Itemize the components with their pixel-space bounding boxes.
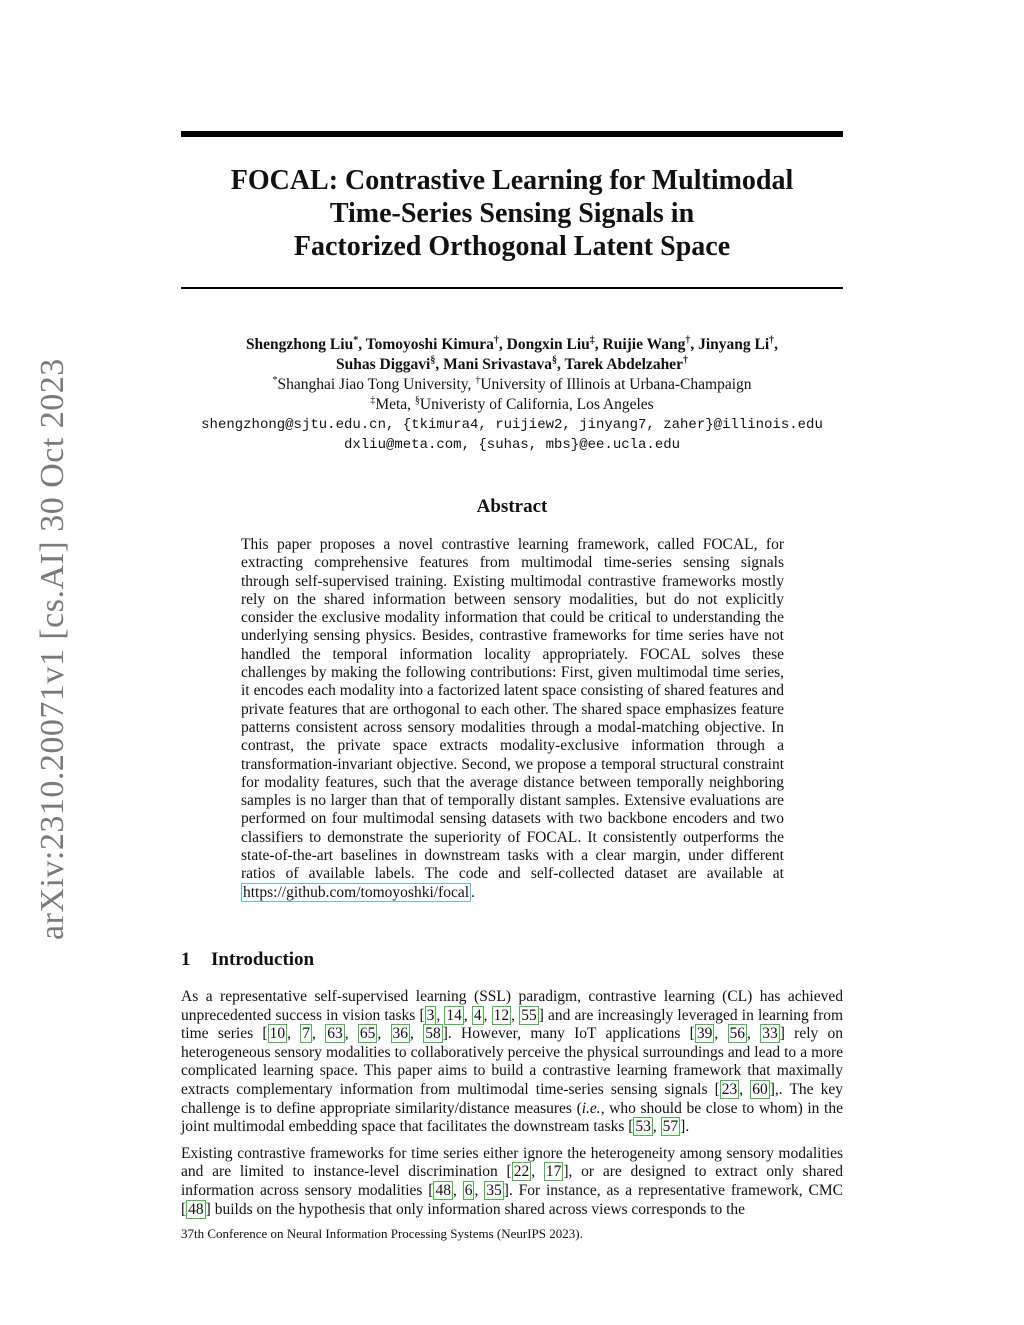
affiliation-mark: § xyxy=(414,394,420,406)
body-text: ], or are designed to extract only shared information across sensory modalities [ xyxy=(181,1163,843,1199)
affiliation-mark: ‡ xyxy=(589,334,595,346)
body-text: ] and are increasingly leveraged in learning from time series [ xyxy=(181,1006,844,1043)
citation-link[interactable]: 17 xyxy=(545,1163,562,1181)
author-name: Dongxin Liu xyxy=(506,336,590,353)
citation-link[interactable]: 55 xyxy=(521,1006,537,1024)
citation-group: 39 , 56 , 33 xyxy=(696,1025,778,1043)
citation-group: 23 , 60 xyxy=(721,1080,768,1098)
email-line-1: shengzhong@sjtu.edu.cn, {tkimura4, ruijiew2, jinyang7, zaher}@illinois.edu xyxy=(201,417,823,433)
affiliation-line-2 xyxy=(181,395,843,415)
author-name: Tomoyoshi Kimura xyxy=(365,336,494,353)
email-line-2: dxliu@meta.com, {suhas, mbs}@ee.ucla.edu xyxy=(343,437,681,453)
citation-link[interactable]: 58 xyxy=(425,1025,441,1043)
paper-title xyxy=(181,164,843,263)
conference-footer: 37th Conference on Neural Information Processing Systems (NeurIPS 2023). xyxy=(181,1226,583,1241)
intro-paragraph-1 xyxy=(181,988,843,1137)
author-name: Jinyang Li xyxy=(698,336,770,353)
section-heading-introduction xyxy=(181,949,314,971)
affiliation-mark: † xyxy=(769,334,775,346)
affiliation: Shanghai Jiao Tong University, xyxy=(277,376,476,393)
citation-link[interactable]: 23 xyxy=(721,1080,738,1098)
italic-text: i.e. xyxy=(581,1099,601,1117)
title-line-2: Time-Series Sensing Signals in xyxy=(329,198,695,229)
body-text: ]. xyxy=(680,1118,690,1136)
citation-link[interactable]: 65 xyxy=(359,1025,376,1043)
abstract-text: This paper proposes a novel contrastive learning framework, called FOCAL, for extracting comprehensive features from multimodal time-series sensing signals through self-supervised training. Existing multimodal contrastive frameworks mostly rely on the shared information between sensory modalities, but do not explicitly consider the exclusive modality information that could be critical to understanding the underlying sensing physics. Besides, contrastive frameworks for time series have not handled the temporal information locality appropriately. FOCAL solves these challenges by making the following contributions: First, given multimodal time series, it encodes each modality into a factorized latent space consisting of shared features and private features that are orthogonal to each other. The shared space emphasizes feature patterns consistent across sensory modalities through a modal-matching objective. In contrast, the private space extracts modality-exclusive information through a transformation-invariant objective. Second, we propose a temporal structural constraint for modality features, such that the average distance between temporally neighboring samples is no larger than that of temporally distant samples. Extensive evaluations are performed on four multimodal sensing datasets with two backbone encoders and two classifiers to demonstrate the superiority of FOCAL. It consistently outperforms the state-of-the-art baselines in downstream tasks with a clear margin, under different ratios of available labels. The code and self-collected dataset are available at xyxy=(241,536,784,883)
citation-link[interactable]: 22 xyxy=(513,1163,530,1181)
section-number: 1 xyxy=(181,949,191,970)
introduction-body xyxy=(181,988,843,1227)
citation-link[interactable]: 63 xyxy=(327,1025,343,1043)
author-block xyxy=(181,335,843,455)
citation-group: 48 , 6 , 35 xyxy=(435,1181,502,1199)
title-line-3: Factorized Orthogonal Latent Space xyxy=(293,231,731,262)
affiliation: Univeristy of California, Los Angeles xyxy=(419,396,654,413)
author-line-2: Suhas Diggavi§, Mani Srivastava§, Tarek Abdelzaher† xyxy=(336,354,688,373)
author-name: Tarek Abdelzaher xyxy=(564,356,683,373)
body-text: ] rely on heterogeneous sensory modalities to collaboratively perceive the physical surroundings and lead to a more complicated learning space. This paper aims to build a contrastive learning framework that maximally extracts complementary information from multimodal time-series sensing signals [ xyxy=(181,1025,844,1098)
citation-link[interactable]: 48 xyxy=(435,1181,451,1199)
body-text: ] builds on the hypothesis that only information shared across views corresponds to the xyxy=(205,1200,746,1218)
affiliation-mark: § xyxy=(430,354,436,366)
citation-group: 3 , 14 , 4 , 12 , 55 xyxy=(426,1006,537,1024)
author-line-1: Shengzhong Liu*, Tomoyoshi Kimura†, Dongxin Liu‡, Ruijie Wang†, Jinyang Li†, xyxy=(245,334,779,353)
citation-link[interactable]: 60 xyxy=(752,1080,768,1098)
citation-link[interactable]: 14 xyxy=(446,1006,462,1024)
affiliation-mark: † xyxy=(682,354,688,366)
citation-link[interactable]: 10 xyxy=(269,1025,286,1043)
title-bottom-rule xyxy=(181,287,843,289)
affiliation: Meta, xyxy=(375,396,415,413)
affiliation-mark: * xyxy=(353,334,359,346)
affiliation: University of Illinois at Urbana-Champaign xyxy=(480,376,752,393)
affiliation-line-1 xyxy=(181,375,843,395)
citation-link[interactable]: 12 xyxy=(493,1006,510,1024)
author-name: Mani Srivastava xyxy=(443,356,553,373)
citation-group xyxy=(186,1200,206,1219)
affiliation-mark: † xyxy=(475,374,481,386)
affiliation-mark: ‡ xyxy=(370,394,376,406)
affiliation-mark: * xyxy=(272,374,278,386)
arxiv-identifier-stamp: arXiv:2310.20071v1 [cs.AI] 30 Oct 2023 xyxy=(34,358,71,940)
citation-link[interactable]: 36 xyxy=(392,1025,409,1043)
body-text: ]. However, many IoT applications [ xyxy=(442,1025,695,1043)
citation-link[interactable]: 57 xyxy=(662,1118,679,1136)
abstract-heading: Abstract xyxy=(476,496,548,517)
intro-paragraph-2 xyxy=(181,1145,843,1219)
title-top-rule xyxy=(181,131,843,137)
body-text: Existing contrastive frameworks for time series either ignore the heterogeneity among sensory modalities and are limited to instance-level discrimination [ xyxy=(181,1144,843,1181)
affiliation-mark: § xyxy=(552,354,558,366)
citation-link[interactable]: 48 xyxy=(188,1200,204,1218)
citation-link[interactable]: 7 xyxy=(302,1025,311,1043)
affiliation-mark: † xyxy=(685,334,691,346)
body-text: ]. For instance, as a representative framework, CMC [ xyxy=(181,1181,844,1218)
citation-link[interactable]: 33 xyxy=(762,1025,778,1043)
author-name: Ruijie Wang xyxy=(602,336,686,353)
citation-link[interactable]: 56 xyxy=(729,1025,746,1043)
section-title: Introduction xyxy=(211,949,315,970)
code-repository-link[interactable]: https://github.com/tomoyoshki/focal xyxy=(243,883,470,901)
citation-group: 22 , 17 xyxy=(513,1163,562,1181)
abstract-body xyxy=(241,536,784,902)
body-text: ],. The key challenge is to define appropriate similarity/distance measures ( xyxy=(181,1080,844,1117)
body-text: As a representative self-supervised learning (SSL) paradigm, contrastive learning (CL) has achieved unprecedented success in vision tasks [ xyxy=(181,988,843,1024)
citation-link[interactable]: 4 xyxy=(473,1006,482,1024)
author-name: Shengzhong Liu xyxy=(245,336,354,353)
citation-link[interactable]: 39 xyxy=(696,1025,713,1043)
citation-link[interactable]: 3 xyxy=(426,1006,435,1024)
citation-link[interactable]: 53 xyxy=(635,1118,651,1136)
affiliation-mark: † xyxy=(493,334,499,346)
citation-group: 10 , 7 , 63 , 65 , 36 , 58 xyxy=(269,1025,441,1043)
citation-link[interactable]: 6 xyxy=(464,1181,473,1199)
citation-link[interactable]: 35 xyxy=(486,1181,502,1199)
title-line-1: FOCAL: Contrastive Learning for Multimodal xyxy=(230,165,794,196)
citation-group: 53 , 57 xyxy=(635,1118,679,1136)
author-name: Suhas Diggavi xyxy=(336,356,431,373)
body-text: , who should be close to whom) in the joint multimodal embedding space that facilitates the downstream tasks [ xyxy=(181,1099,843,1136)
abstract-end: . xyxy=(471,883,475,901)
